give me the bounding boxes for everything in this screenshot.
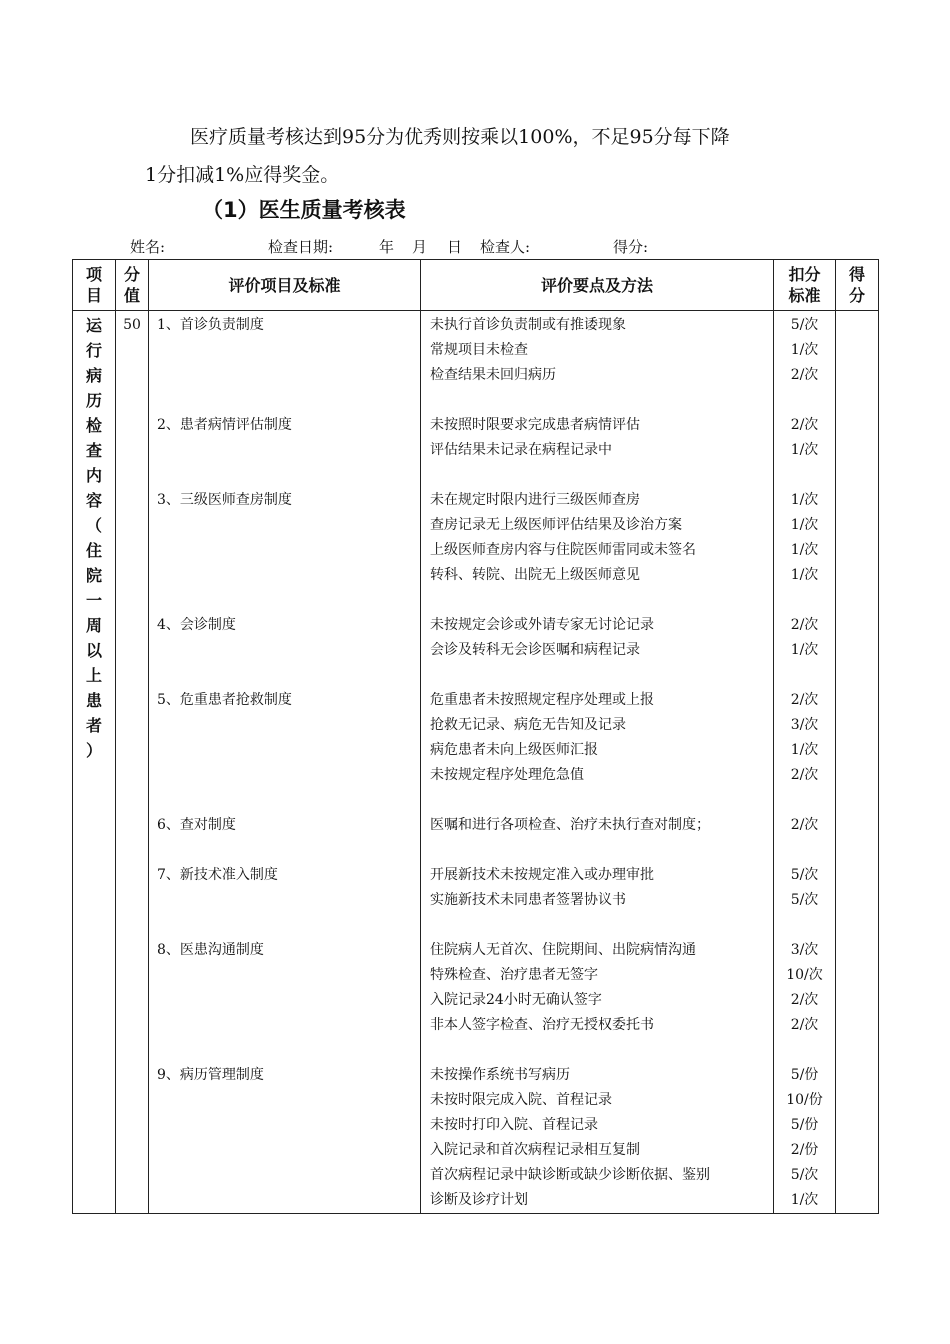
spacer bbox=[774, 913, 835, 938]
deduction-value: 2/次 bbox=[790, 367, 819, 383]
spacer bbox=[149, 738, 420, 763]
deduction-value: 5/份 bbox=[790, 1117, 819, 1133]
spacer bbox=[421, 588, 773, 613]
deduction-value: 2/次 bbox=[790, 817, 819, 833]
spacer bbox=[149, 963, 420, 988]
spacer bbox=[149, 888, 420, 913]
category-char: 查 bbox=[85, 441, 102, 460]
spacer bbox=[421, 838, 773, 863]
deduction-value: 2/次 bbox=[790, 417, 819, 433]
deduction-value: 1/次 bbox=[790, 492, 819, 508]
header-score: 得 分 bbox=[836, 260, 879, 311]
spacer bbox=[774, 838, 835, 863]
evaluation-point: 诊断及诊疗计划 bbox=[430, 1192, 528, 1208]
header-deduct: 扣分 标准 bbox=[774, 260, 836, 311]
spacer bbox=[149, 838, 420, 863]
deduction-value: 2/次 bbox=[790, 617, 819, 633]
deduction-value: 1/次 bbox=[790, 742, 819, 758]
criteria-item-label: 2、患者病情评估制度 bbox=[157, 417, 292, 433]
deduction-value: 3/次 bbox=[790, 942, 819, 958]
header-method: 评价要点及方法 bbox=[421, 260, 774, 311]
category-char: 运 bbox=[85, 316, 102, 335]
category-char: 者 bbox=[85, 716, 102, 735]
deduction-value: 1/次 bbox=[790, 342, 819, 358]
spacer bbox=[421, 463, 773, 488]
evaluation-point: 病危患者未向上级医师汇报 bbox=[430, 742, 598, 758]
intro-line-2: 1分扣减1%应得奖金。 bbox=[145, 164, 340, 186]
evaluation-point: 入院记录和首次病程记录相互复制 bbox=[430, 1142, 640, 1158]
criteria-item-label: 4、会诊制度 bbox=[157, 617, 236, 633]
spacer bbox=[149, 1138, 420, 1163]
method-cell bbox=[421, 311, 774, 1214]
inspector-label: 检查人: bbox=[480, 238, 531, 256]
category-char: 以 bbox=[85, 641, 102, 660]
table-title: （1）医生质量考核表 bbox=[202, 198, 406, 222]
score-cell[interactable] bbox=[836, 311, 879, 1214]
evaluation-point: 未按时限完成入院、首程记录 bbox=[430, 1092, 612, 1108]
deduction-value: 1/次 bbox=[790, 642, 819, 658]
deduction-value: 1/次 bbox=[790, 442, 819, 458]
spacer bbox=[149, 538, 420, 563]
intro-paragraph bbox=[145, 118, 845, 194]
form-header-fields bbox=[0, 236, 950, 260]
deduction-value: 2/次 bbox=[790, 992, 819, 1008]
deduction-value: 5/次 bbox=[790, 867, 819, 883]
evaluation-point: 实施新技术未同患者签署协议书 bbox=[430, 892, 626, 908]
spacer bbox=[421, 1038, 773, 1063]
spacer bbox=[149, 338, 420, 363]
criteria-item-label: 9、病历管理制度 bbox=[157, 1067, 264, 1083]
deduction-value: 3/次 bbox=[790, 717, 819, 733]
score-label: 得分: bbox=[613, 238, 649, 256]
spacer bbox=[149, 363, 420, 388]
evaluation-point: 未按规定会诊或外请专家无讨论记录 bbox=[430, 617, 654, 633]
category-char: 病 bbox=[85, 366, 102, 385]
evaluation-point: 转科、转院、出院无上级医师意见 bbox=[430, 567, 640, 583]
evaluation-point: 住院病人无首次、住院期间、出院病情沟通 bbox=[430, 942, 696, 958]
category-char: 院 bbox=[85, 566, 102, 585]
spacer bbox=[149, 1088, 420, 1113]
category-char: 一 bbox=[85, 591, 102, 610]
deduction-value: 5/次 bbox=[790, 892, 819, 908]
day-label: 日 bbox=[447, 238, 463, 256]
evaluation-point: 常规项目未检查 bbox=[430, 342, 528, 358]
deduction-value: 2/次 bbox=[790, 692, 819, 708]
deduction-value: 1/次 bbox=[790, 1192, 819, 1208]
category-cell bbox=[73, 311, 116, 1214]
table-body-row bbox=[73, 311, 879, 1214]
spacer bbox=[149, 713, 420, 738]
header-criteria: 评价项目及标准 bbox=[149, 260, 421, 311]
spacer bbox=[149, 988, 420, 1013]
criteria-item-label: 5、危重患者抢救制度 bbox=[157, 692, 292, 708]
deduction-value: 10/份 bbox=[786, 1092, 823, 1108]
evaluation-point: 查房记录无上级医师评估结果及诊治方案 bbox=[430, 517, 682, 533]
spacer bbox=[421, 663, 773, 688]
year-label: 年 bbox=[379, 238, 395, 256]
evaluation-point: 未在规定时限内进行三级医师查房 bbox=[430, 492, 640, 508]
deduction-value: 1/次 bbox=[790, 542, 819, 558]
deduction-value: 1/次 bbox=[790, 567, 819, 583]
category-char: 行 bbox=[85, 341, 102, 360]
spacer bbox=[149, 1013, 420, 1038]
criteria-item-label: 7、新技术准入制度 bbox=[157, 867, 278, 883]
evaluation-point: 危重患者未按照规定程序处理或上报 bbox=[430, 692, 654, 708]
spacer bbox=[149, 1188, 420, 1213]
spacer bbox=[149, 463, 420, 488]
category-char: 患 bbox=[85, 691, 102, 710]
spacer bbox=[149, 388, 420, 413]
spacer bbox=[149, 563, 420, 588]
spacer bbox=[149, 913, 420, 938]
spacer bbox=[149, 1113, 420, 1138]
criteria-item-label: 8、医患沟通制度 bbox=[157, 942, 264, 958]
evaluation-point: 非本人签字检查、治疗无授权委托书 bbox=[430, 1017, 654, 1033]
criteria-cell bbox=[149, 311, 421, 1214]
table-header-row bbox=[73, 260, 879, 311]
evaluation-point: 特殊检查、治疗患者无签字 bbox=[430, 967, 598, 983]
deduction-value: 5/次 bbox=[790, 1167, 819, 1183]
spacer bbox=[149, 663, 420, 688]
category-char: 上 bbox=[85, 666, 102, 685]
category-char: 历 bbox=[85, 391, 102, 410]
spacer bbox=[149, 588, 420, 613]
evaluation-point: 会诊及转科无会诊医嘱和病程记录 bbox=[430, 642, 640, 658]
evaluation-point: 未按照时限要求完成患者病情评估 bbox=[430, 417, 640, 433]
check-date-label: 检查日期: bbox=[268, 238, 334, 256]
category-char: 内 bbox=[85, 466, 102, 485]
category-char: 住 bbox=[85, 541, 102, 560]
category-char: 容 bbox=[85, 491, 102, 510]
spacer bbox=[421, 788, 773, 813]
deduction-value: 5/份 bbox=[790, 1067, 819, 1083]
points-cell: 50 bbox=[116, 311, 149, 1214]
spacer bbox=[774, 663, 835, 688]
category-char: 周 bbox=[85, 616, 102, 635]
spacer bbox=[149, 788, 420, 813]
evaluation-point: 检查结果未回归病历 bbox=[430, 367, 556, 383]
deduction-value: 10/次 bbox=[786, 967, 823, 983]
evaluation-point: 未按时打印入院、首程记录 bbox=[430, 1117, 598, 1133]
spacer bbox=[149, 513, 420, 538]
name-label: 姓名: bbox=[130, 238, 166, 256]
evaluation-point: 抢救无记录、病危无告知及记录 bbox=[430, 717, 626, 733]
deduct-cell bbox=[774, 311, 836, 1214]
spacer bbox=[149, 438, 420, 463]
category-char: （ bbox=[85, 516, 102, 535]
evaluation-point: 首次病程记录中缺诊断或缺少诊断依据、鉴别 bbox=[430, 1167, 710, 1183]
deduction-value: 5/次 bbox=[790, 317, 819, 333]
spacer bbox=[774, 463, 835, 488]
spacer bbox=[774, 588, 835, 613]
deduction-value: 2/份 bbox=[790, 1142, 819, 1158]
deduction-value: 2/次 bbox=[790, 1017, 819, 1033]
evaluation-point: 未执行首诊负责制或有推诿现象 bbox=[430, 317, 626, 333]
criteria-item-label: 3、三级医师查房制度 bbox=[157, 492, 292, 508]
spacer bbox=[774, 788, 835, 813]
header-project: 项 目 bbox=[73, 260, 116, 311]
evaluation-point: 上级医师查房内容与住院医师雷同或未签名 bbox=[430, 542, 696, 558]
evaluation-point: 医嘱和进行各项检查、治疗未执行查对制度； bbox=[430, 817, 710, 833]
spacer bbox=[149, 638, 420, 663]
evaluation-point: 评估结果未记录在病程记录中 bbox=[430, 442, 612, 458]
spacer bbox=[421, 388, 773, 413]
evaluation-point: 未按规定程序处理危急值 bbox=[430, 767, 584, 783]
deduction-value: 2/次 bbox=[790, 767, 819, 783]
header-points: 分 值 bbox=[116, 260, 149, 311]
spacer bbox=[774, 1038, 835, 1063]
evaluation-point: 入院记录24小时无确认签字 bbox=[430, 992, 602, 1008]
criteria-item-label: 6、查对制度 bbox=[157, 817, 236, 833]
spacer bbox=[774, 388, 835, 413]
spacer bbox=[149, 1038, 420, 1063]
spacer bbox=[421, 913, 773, 938]
evaluation-table bbox=[72, 259, 879, 1214]
category-char: ） bbox=[85, 741, 102, 760]
intro-line-1: 医疗质量考核达到95分为优秀则按乘以100%，不足95分每下降 bbox=[190, 126, 730, 148]
spacer bbox=[149, 1163, 420, 1188]
deduction-value: 1/次 bbox=[790, 517, 819, 533]
spacer bbox=[149, 763, 420, 788]
month-label: 月 bbox=[412, 238, 428, 256]
evaluation-point: 开展新技术未按规定准入或办理审批 bbox=[430, 867, 654, 883]
criteria-item-label: 1、首诊负责制度 bbox=[157, 317, 264, 333]
category-char: 检 bbox=[85, 416, 102, 435]
evaluation-point: 未按操作系统书写病历 bbox=[430, 1067, 570, 1083]
